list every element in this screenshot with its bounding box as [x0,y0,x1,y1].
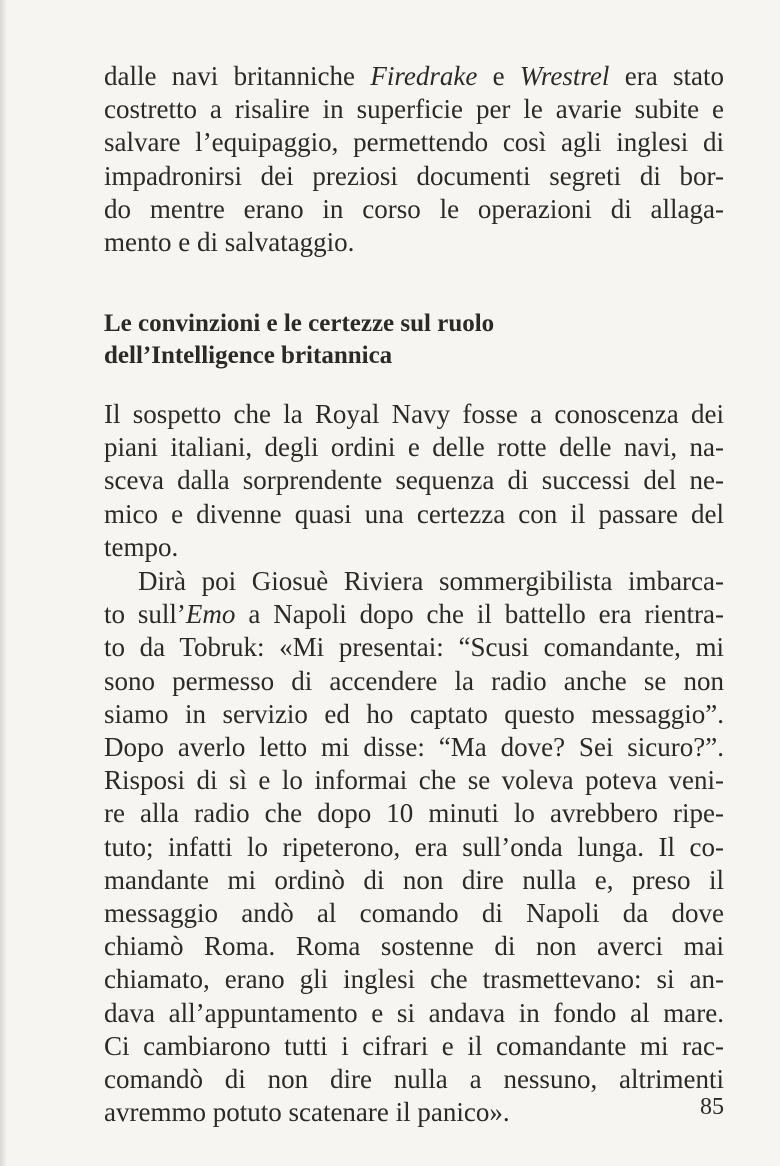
text-line: do mentre erano in corso le operazioni di allaga- [104,193,724,224]
text-line: avremmo potuto scatenare il panico». [104,1097,510,1128]
text-line: tempo. [104,531,179,562]
text-line: to da Tobruk: «Mi presentai: “Scusi comandante, mi [104,632,724,663]
text-line: Risposi di sì e lo informai che se voleva poteva veni- [104,765,724,796]
section-heading [104,308,724,372]
ship-name: Emo [185,599,236,630]
text-line: sceva dalla sorprendente sequenza di successi del ne- [104,465,724,496]
paragraph-1 [104,60,724,259]
text-line: siamo in servizio ed ho captato questo messaggio”. [104,698,724,729]
text-line: tuto; infatti lo ripeterono, era sull’onda lunga. Il co- [104,831,724,862]
text-line: chiamato, erano gli inglesi che trasmettevano: si an- [104,964,724,995]
text-line: messaggio andò al comando di Napoli da dove [104,898,724,929]
text-line: mandante mi ordinò di non dire nulla e, preso il [104,864,724,895]
text-line: Il sospetto che la Royal Navy fosse a conoscenza dei [104,399,724,429]
text-line: to sull’Emo a Napoli dopo che il battello era rientra- [104,599,724,630]
text-line: sono permesso di accendere la radio anche se non [104,665,724,696]
heading-line: dell’Intelligence britannica [104,342,393,369]
heading-line: Le convinzioni e le certezze sul ruolo [104,310,495,337]
text-line: Dirà poi Giosuè Riviera sommergibilista imbarca- [138,566,724,596]
text-line: impadronirsi dei preziosi documenti segreti di bor- [104,160,724,191]
text-line: comandò di non dire nulla a nessuno, altrimenti [104,1064,724,1095]
ship-name: Wrestrel [519,61,610,91]
page-edge [0,0,7,1166]
text-line: mico e divenne quasi una certezza con il passare del [104,498,724,529]
text-line: costretto a risalire in superficie per le avarie subite e [104,94,724,125]
text-line: dalle navi britanniche Firedrake e Wrestrel era stato [104,61,724,91]
text-line: re alla radio che dopo 10 minuti lo avrebbero ripe- [104,798,724,829]
text-line: dava all’appuntamento e si andava in fondo al mare. [104,997,724,1028]
text-line: salvare l’equipaggio, permettendo così agli inglesi di [104,127,724,158]
paragraph-3 [104,565,724,1129]
paragraph-2 [104,398,724,564]
text-line: mento e di salvataggio. [104,227,355,258]
text-line: Dopo averlo letto mi disse: “Ma dove? Sei sicuro?”. [104,732,724,763]
text-line: Ci cambiarono tutti i cifrari e il comandante mi rac- [104,1030,724,1061]
ship-name: Firedrake [370,61,478,91]
page-number: 85 [700,1094,724,1120]
text-line: piani italiani, degli ordini e delle rotte delle navi, na- [104,432,724,463]
text-line: chiamò Roma. Roma sostenne di non averci mai [104,931,724,962]
